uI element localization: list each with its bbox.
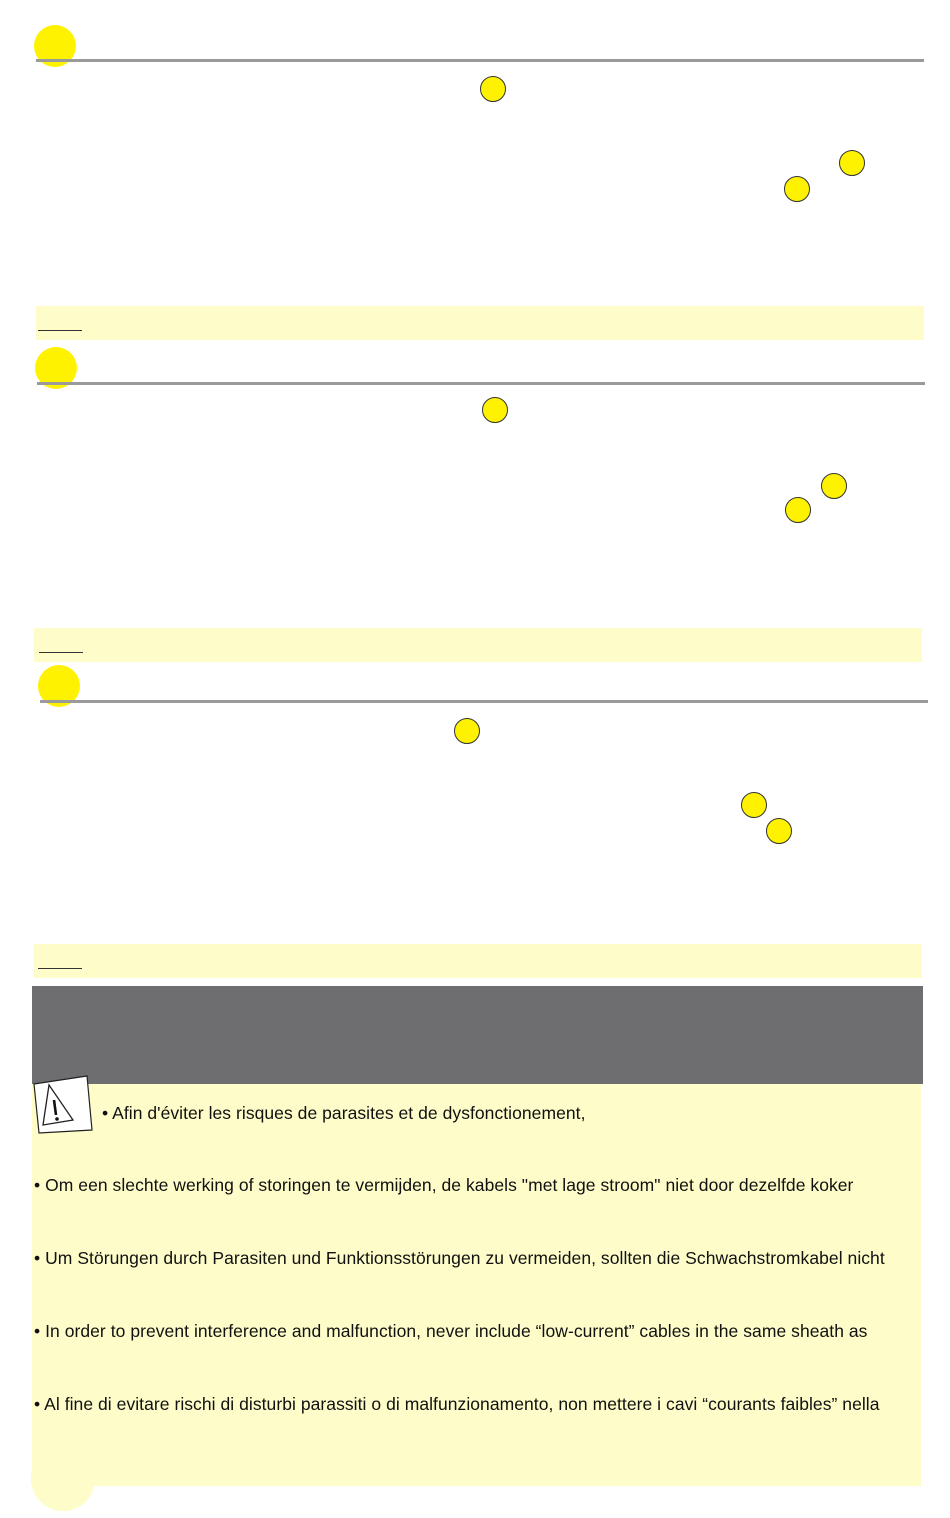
warning-header-bar	[32, 986, 923, 1084]
section-1-band	[36, 306, 924, 340]
warning-text-it: • Al fine di evitare rischi di disturbi parassiti o di malfunzionamento, non mettere i cavi “courants faibles” nella	[34, 1394, 880, 1414]
section-2-rule	[37, 382, 925, 385]
warning-text-fr: • Afin d'éviter les risques de parasites et de dysfonctionement,	[102, 1103, 586, 1123]
warning-panel	[32, 1084, 921, 1486]
section-1-callout-icon	[480, 76, 506, 102]
section-2-callout-icon	[482, 397, 508, 423]
section-3-callout-icon	[741, 792, 767, 818]
section-2-band	[34, 628, 922, 662]
section-1-callout-icon	[784, 176, 810, 202]
warning-text-en: • In order to prevent interference and malfunction, never include “low-current” cables in the same sheath as	[34, 1321, 868, 1341]
section-2-callout-icon	[821, 473, 847, 499]
warning-text-nl: • Om een slechte werking of storingen te vermijden, de kabels "met lage stroom" niet door dezelfde koker	[34, 1175, 854, 1195]
section-1-rule	[36, 59, 924, 62]
section-3-callout-icon	[766, 818, 792, 844]
section-3-band	[34, 944, 922, 978]
band-underline	[38, 330, 82, 331]
warning-text-de: • Um Störungen durch Parasiten und Funktionsstörungen zu vermeiden, sollten die Schwachstromkabel nicht	[34, 1248, 885, 1268]
section-3-callout-icon	[454, 718, 480, 744]
section-2-callout-icon	[785, 497, 811, 523]
warning-triangle-icon	[31, 1073, 95, 1137]
page-corner-blob	[31, 1447, 95, 1511]
band-underline	[39, 652, 83, 653]
section-1-callout-icon	[839, 150, 865, 176]
section-3-rule	[40, 700, 928, 703]
band-underline	[38, 968, 82, 969]
